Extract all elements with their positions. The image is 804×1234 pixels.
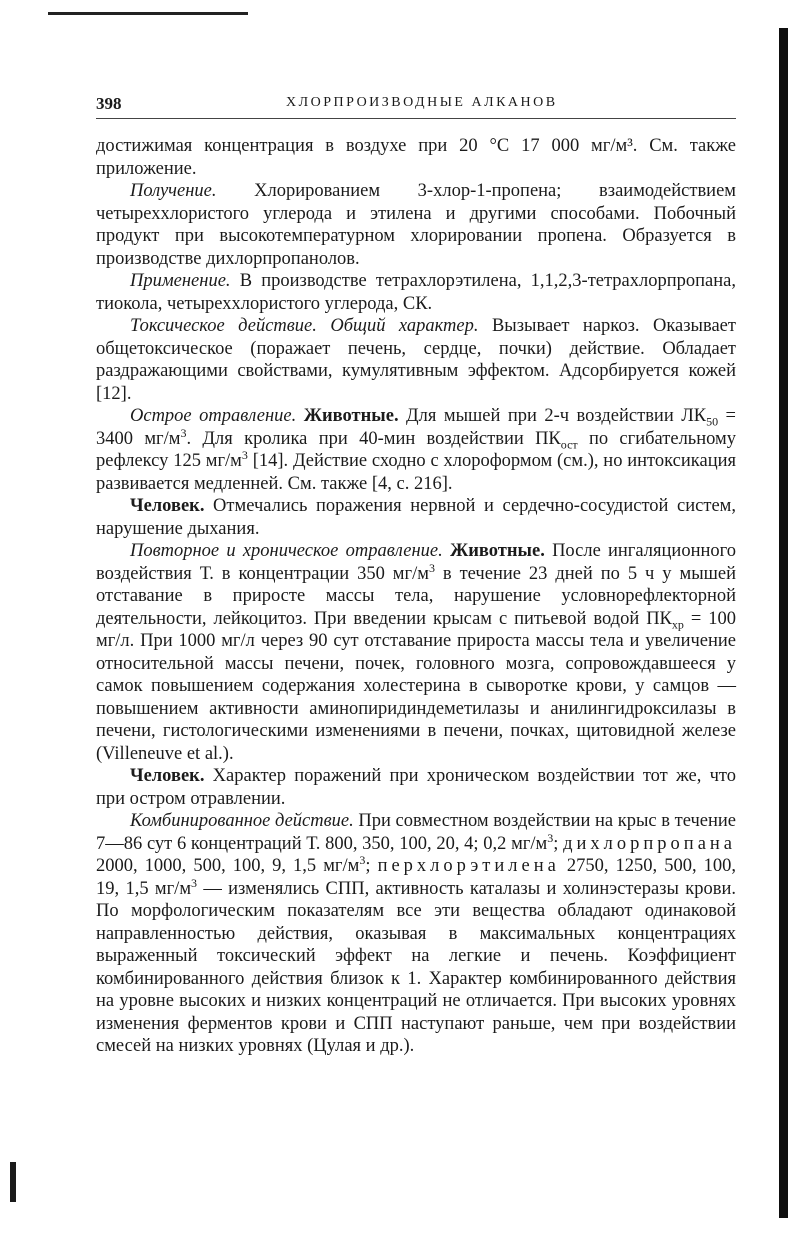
superscript: 3	[191, 875, 198, 890]
page-number: 398	[96, 94, 122, 113]
text-fragment: ;	[553, 833, 564, 854]
text-fragment: Для мышей при 2-ч воздействии ЛК	[398, 406, 707, 426]
subscript: 50	[706, 414, 719, 429]
section-label: Применение.	[130, 271, 231, 291]
paragraph-combined-action	[96, 810, 736, 1058]
paragraph-human-chronic	[96, 765, 736, 810]
text-fragment: 2750, 1250, 500, 100, 19, 1,5 мг/м	[96, 856, 737, 899]
section-label: Повторное и хроническое отравление.	[130, 541, 443, 561]
scan-left-edge	[10, 1162, 16, 1202]
text-fragment: [14]. Действие сходно с хлороформом (см.), но интоксикация развивается медленней. См. также [4, с. 216].	[96, 451, 737, 494]
scan-edge-bar	[779, 28, 788, 1218]
superscript: 3	[241, 447, 248, 462]
spaced-term: перхлорэтилена	[377, 856, 560, 876]
human-label: Человек.	[130, 496, 205, 516]
paragraph-text: Хлорированием 3-хлор-1-пропена; взаимодействием четыреххлористого углерода и этилена и другими способами. Побочный продукт при высокотемпературном хлорировании пропена. Образуется в производстве дихлорпропанолов.	[96, 181, 736, 269]
paragraph-text: В производстве тетрахлорэтилена, 1,1,2,3-тетрахлорпропана, тиокола, четыреххлористого углерода, СК.	[96, 271, 736, 314]
section-label: Комбинированное действие.	[130, 811, 354, 831]
human-label: Человек.	[130, 766, 205, 786]
paragraph-text: Характер поражений при хроническом воздействии тот же, что при остром отравлении.	[96, 766, 736, 809]
section-label: Получение.	[130, 181, 217, 201]
text-fragment: в течение 23 дней по 5 ч у мышей отставание в приросте массы тела, нарушение условнорефлекторной деятельности, лейкоцитоз. При введении крысам с питьевой водой ПК	[96, 563, 736, 629]
paragraph-toxic-action	[96, 315, 736, 405]
running-head	[96, 92, 736, 119]
subscript: хр	[671, 617, 684, 632]
spaced-term: дихлорпропана	[563, 833, 737, 854]
paragraph-chronic-poisoning	[96, 540, 736, 765]
paragraph-human-acute	[96, 495, 736, 540]
scan-top-rule	[48, 12, 248, 15]
superscript: 3	[359, 852, 366, 867]
text-fragment: ;	[365, 856, 378, 876]
animals-label: Животные.	[449, 541, 545, 561]
paragraph-primenenie	[96, 270, 736, 315]
page-body	[96, 135, 736, 1058]
text-fragment: = 100 мг/л. При 1000 мг/л через 90 сут отставание прироста массы тела и увеличение относительной массы печени, почек, головного мозга, сопровождавшееся у самок повышением содержания холестерина в сыворотке крови, у самцов — повышением активности аминопиридиндеметилазы и анилингидроксилазы в печени, гистологическими изменениями в печени, почках, щитовидной железе (Villeneuve et al.).	[96, 608, 736, 764]
paragraph-text: Вызывает наркоз. Оказывает общетоксическое (поражает печень, сердце, почки) действие. Обладает раздражающими свойствами, кумулятивным эффектом. Адсорбируется кожей [12].	[96, 316, 736, 404]
animals-label: Животные.	[303, 406, 399, 426]
paragraph-text: достижимая концентрация в воздухе при 20 °С 17 000 мг/м³. См. также приложение.	[96, 136, 736, 179]
paragraph-poluchenie	[96, 180, 736, 270]
text-fragment: . Для кролика при 40-мин воздействии ПК	[186, 428, 561, 449]
paragraph-continued	[96, 135, 736, 180]
book-page	[96, 92, 736, 1058]
text-fragment: по сгибательному рефлексу 125 мг/м	[96, 428, 736, 471]
paragraph-text: Отмечались поражения нервной и сердечно-сосудистой систем, нарушение дыхания.	[96, 496, 736, 539]
section-label: Токсическое действие. Общий характер.	[130, 316, 479, 336]
section-label: Острое отравление.	[130, 406, 297, 426]
paragraph-acute-poisoning	[96, 405, 736, 495]
text-fragment: 2000, 1000, 500, 100, 9, 1,5 мг/м	[96, 856, 360, 876]
text-fragment: При совместном воздействии на крыс в течение 7—86 сут 6 концентраций Т. 800, 350, 100, 20, 4; 0,2 мг/м	[96, 811, 736, 854]
superscript: 3	[547, 830, 554, 845]
text-fragment: = 3400 мг/м	[96, 406, 736, 449]
superscript: 3	[428, 560, 435, 575]
subscript: ост	[560, 437, 578, 452]
running-title: ХЛОРПРОИЗВОДНЫЕ АЛКАНОВ	[286, 95, 558, 110]
text-fragment: — изменялись СПП, активность каталазы и холинэстеразы крови. По морфологическим показателям все эти вещества обладают одинаковой направленностью действия, оказывая в максимальных концентрациях выраженный токсический эффект на легкие и печень. Коэффициент комбинированного действия близок к 1. Характер комбинированного действия на уровне высоких и низких концентраций не отличается. При высоких уровнях изменения ферментов крови и СПП наступают раньше, чем при воздействии смесей на низких уровнях (Цулая и др.).	[96, 878, 736, 1056]
text-fragment: После ингаляционного воздействия Т. в концентрации 350 мг/м	[96, 541, 736, 584]
superscript: 3	[180, 425, 187, 440]
